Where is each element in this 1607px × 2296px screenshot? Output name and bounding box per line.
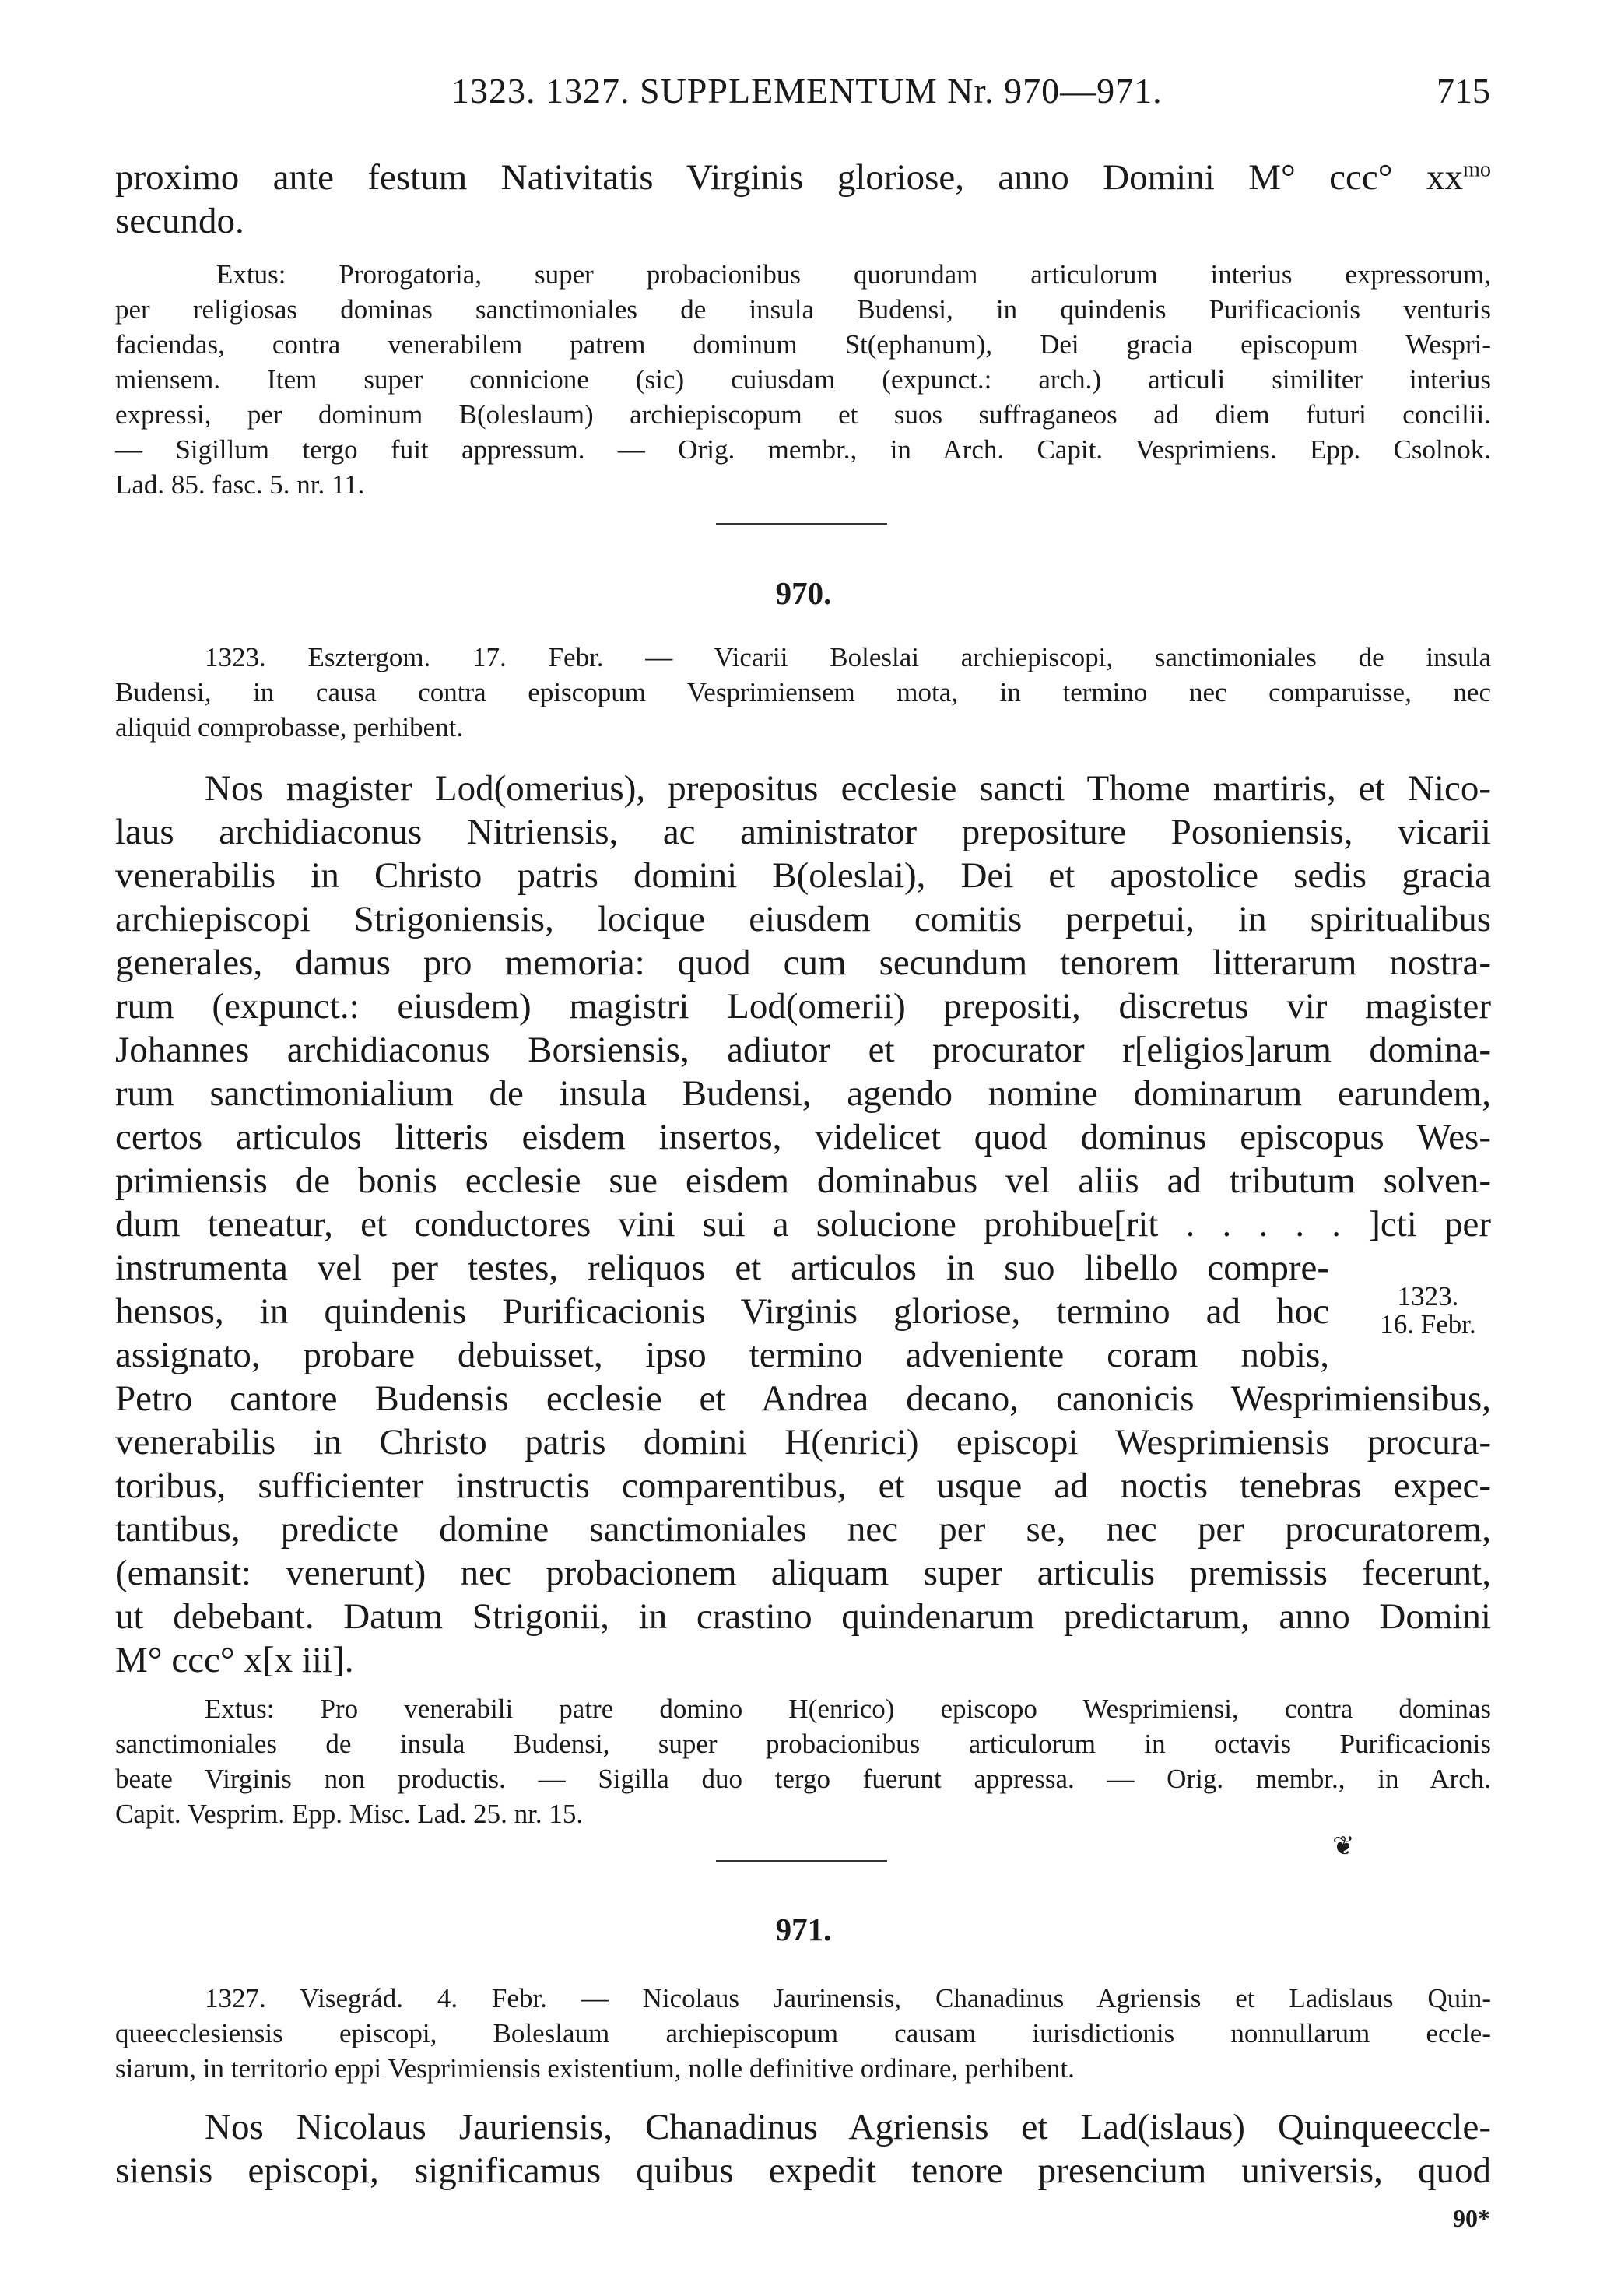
regest-971-line-2: queecclesiensis episcopi, Boleslaum archiepiscopum causam iurisdictionis nonnullarum eccle- — [115, 2018, 1491, 2048]
regest-971 — [115, 1981, 1491, 2086]
text-970-line-13: hensos, in quindenis Purificacionis Virginis gloriose, termino ad hoc — [115, 1291, 1329, 1332]
extus-970-line-2: sanctimoniales de insula Budensi, super probacionibus articulorum in octavis Purificacionis — [115, 1729, 1491, 1759]
text-970-line-12: instrumenta vel per testes, reliquos et articulos in suo libello compre- — [115, 1248, 1329, 1288]
extus-note-970 — [115, 1691, 1491, 1831]
running-header — [0, 70, 1607, 117]
extus-969-line-4: miensem. Item super connicione (sic) cuiusdam (expunct.: arch.) articuli similiter interius — [115, 364, 1491, 395]
text-970-line-18: tantibus, predicte domine sanctimoniales nec per se, nec per procuratorem, — [115, 1509, 1491, 1550]
continuation-paragraph — [115, 156, 1491, 243]
ink-mark-icon: ❦ — [1332, 1832, 1355, 1861]
extus-970-line-3: beate Virginis non productis. — Sigilla duo tergo fuerunt appressa. — Orig. membr., in Arch. — [115, 1764, 1491, 1794]
text-971 — [115, 2105, 1491, 2192]
text-970-line-5: generales, damus pro memoria: quod cum secundum tenorem litterarum nostra- — [115, 943, 1491, 983]
text-970 — [115, 767, 1491, 1682]
regest-970-line-2: Budensi, in causa contra episcopum Vesprimiensem mota, in termino nec comparuisse, nec — [115, 677, 1491, 707]
text-970-line-10: primiensis de bonis ecclesie sue eisdem dominabus vel aliis ad tributum solven- — [115, 1160, 1491, 1201]
page-number: 715 — [1437, 71, 1490, 111]
text-970-line-3: venerabilis in Christo patris domini B(oleslai), Dei et apostolice sedis gracia — [115, 855, 1491, 896]
text-971-line-2: siensis episcopi, significamus quibus expedit tenore presencium universis, quod — [115, 2150, 1491, 2191]
margin-note-date: 16. Febr. — [1380, 1309, 1476, 1339]
extus-970-line-1: Extus: Pro venerabili patre domino H(enrico) episcopo Wesprimiensi, contra dominas — [205, 1694, 1491, 1724]
extus-969-line-3: faciendas, contra venerabilem patrem dominum St(ephanum), Dei gracia episcopum Wespri- — [115, 329, 1491, 360]
regest-970-line-3: aliquid comprobasse, perhibent. — [115, 712, 464, 743]
text-970-line-9: certos articulos litteris eisdem insertos, videlicet quod dominus episcopus Wes- — [115, 1117, 1491, 1157]
text-970-line-6: rum (expunct.: eiusdem) magistri Lod(omerii) prepositi, discretus vir magister — [115, 986, 1491, 1027]
extus-970-line-4: Capit. Vesprim. Epp. Misc. Lad. 25. nr. 15. — [115, 1799, 584, 1829]
extus-969-line-7: Lad. 85. fasc. 5. nr. 11. — [115, 469, 365, 500]
text-971-line-1: Nos Nicolaus Jauriensis, Chanadinus Agriensis et Lad(islaus) Quinqueeccle- — [205, 2107, 1491, 2147]
text-970-line-1: Nos magister Lod(omerius), prepositus ecclesie sancti Thome martiris, et Nico- — [205, 768, 1491, 809]
text-970-line-20: ut debebant. Datum Strigonii, in crastino quindenarum predictarum, anno Domini — [115, 1596, 1491, 1637]
text-970-line-16: venerabilis in Christo patris domini H(enrici) episcopi Wesprimiensis procura- — [115, 1422, 1491, 1462]
text-970-line-8: rum sanctimonialium de insula Budensi, agendo nomine dominarum earundem, — [115, 1073, 1491, 1114]
margin-date-note — [1370, 1283, 1486, 1339]
document-number-971: 971. — [775, 1912, 832, 1947]
regest-970 — [115, 640, 1491, 745]
text-970-line-14: assignato, probare debuisset, ipso termino adveniente coram nobis, — [115, 1335, 1329, 1375]
extus-969-line-6: — Sigillum tergo fuit appressum. — Orig. membr., in Arch. Capit. Vesprimiens. Epp. Csolnok. — [115, 434, 1491, 465]
extus-969-line-5: expressi, per dominum B(oleslaum) archiepiscopum et suos suffraganeos ad diem futuri concilii. — [115, 399, 1491, 430]
extus-969-line-2: per religiosas dominas sanctimoniales de insula Budensi, in quindenis Purificacionis venturis — [115, 294, 1491, 325]
document-number-970: 970. — [775, 575, 832, 611]
extus-note-969 — [115, 257, 1491, 502]
header-title: 1323. 1327. SUPPLEMENTUM Nr. 970—971. — [451, 71, 1163, 111]
regest-970-line-1: 1323. Esztergom. 17. Febr. — Vicarii Boleslai archiepiscopi, sanctimoniales de insula — [205, 642, 1491, 672]
extus-969-line-1: Extus: Prorogatoria, super probacionibus quorundam articulorum interius expressorum, — [216, 259, 1491, 290]
signature-mark: 90* — [1453, 2204, 1490, 2232]
text-970-line-17: toribus, sufficienter instructis comparentibus, et usque ad noctis tenebras expec- — [115, 1466, 1491, 1506]
text-970-line-15: Petro cantore Budensis ecclesie et Andrea decano, canonicis Wesprimiensibus, — [115, 1378, 1491, 1419]
text-970-line-21: M° ccc° x[x iii]. — [115, 1640, 354, 1680]
regest-971-line-1: 1327. Visegrád. 4. Febr. — Nicolaus Jaurinensis, Chanadinus Agriensis et Ladislaus Quin- — [205, 1983, 1491, 2013]
text-970-line-2: laus archidiaconus Nitriensis, ac aministrator prepositure Posoniensis, vicarii — [115, 812, 1491, 852]
section-divider-2 — [716, 1860, 887, 1862]
text-970-line-7: Johannes archidiaconus Borsiensis, adiutor et procurator r[eligios]arum domina- — [115, 1030, 1491, 1070]
text-970-line-4: archiepiscopi Strigoniensis, locique eiusdem comitis perpetui, in spiritualibus — [115, 899, 1491, 939]
continuation-line-2: secundo. — [115, 201, 244, 241]
regest-971-line-3: siarum, in territorio eppi Vesprimiensis existentium, nolle definitive ordinare, perhibent. — [115, 2053, 1075, 2084]
text-970-line-19: (emansit: venerunt) nec probacionem aliquam super articulis premissis fecerunt, — [115, 1553, 1491, 1593]
continuation-line-1: proximo ante festum Nativitatis Virginis gloriose, anno Domini M° ccc° $xx^{mo}$ — [115, 157, 1491, 198]
text-970-line-11: dum teneatur, et conductores vini sui a solucione prohibue[rit . . . . . ]cti per — [115, 1204, 1491, 1245]
section-divider-1 — [716, 523, 887, 525]
margin-note-year: 1323. — [1397, 1281, 1459, 1311]
